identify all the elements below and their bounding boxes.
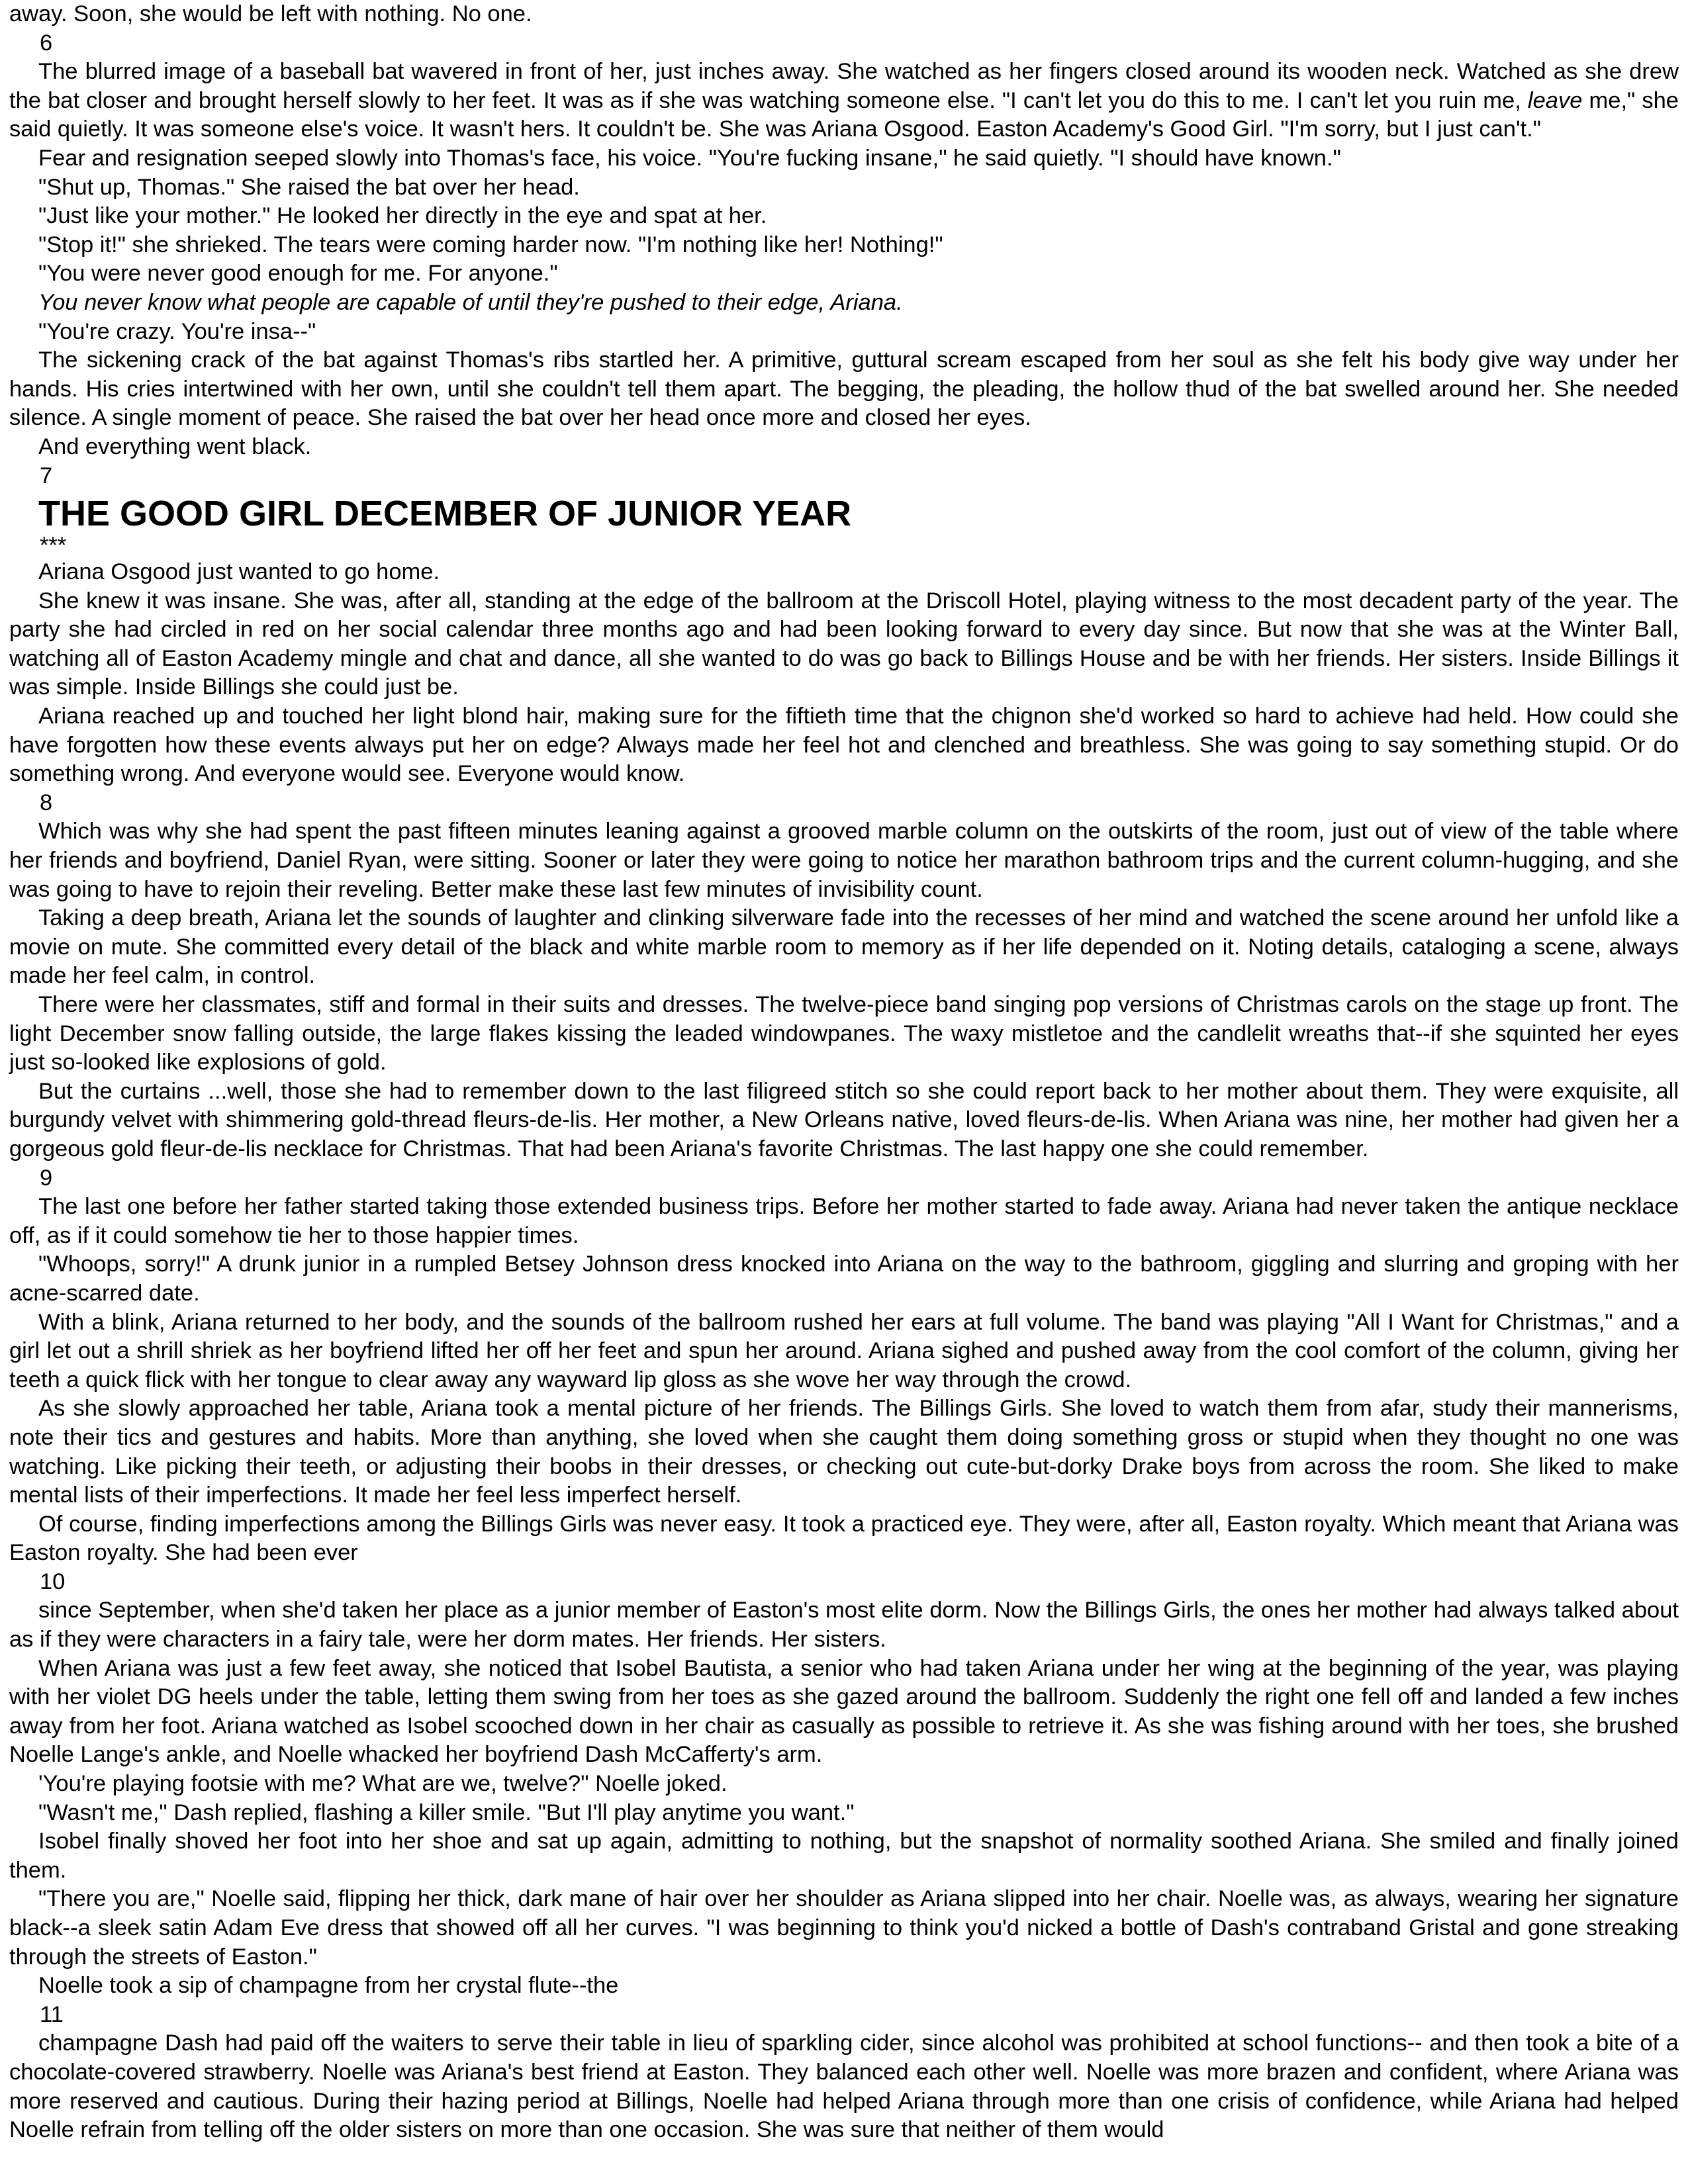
paragraph: "You're crazy. You're insa--"	[38, 318, 316, 344]
paragraph: "Just like your mother." He looked her directly in the eye and spat at her.	[38, 203, 767, 229]
paragraph: The sickening crack of the bat against Thomas's ribs startled her. A primitive, guttural scream escaped from her soul as she felt his body give way under her hands. His cries intertwined with her own, until she couldn't tell them apart. The begging, the pleading, the hollow thud of the bat swelled around her. She needed silence. A single moment of peace. She raised the bat over her head once more and closed her eyes.	[9, 347, 1679, 431]
paragraph: "You were never good enough for me. For anyone."	[38, 261, 558, 287]
paragraph: "Whoops, sorry!" A drunk junior in a rumpled Betsey Johnson dress knocked into Ariana on the way to the bathroom, giggling and slurring and groping with her acne-scarred date.	[9, 1251, 1679, 1306]
paragraph: Which was why she had spent the past fifteen minutes leaning against a grooved marble column on the outskirts of the room, just out of view of the table where her friends and boyfriend, Daniel Ryan, were sitting. Sooner or later they were going to notice her marathon bathroom trips and the current column-hugging, and she was going to have to rejoin their reveling. Better make these last few minutes of invisibility count.	[9, 819, 1679, 902]
paragraph: Noelle took a sip of champagne from her crystal flute--the	[38, 1973, 619, 1999]
paragraph: Ariana reached up and touched her light blond hair, making sure for the fiftieth time that the chignon she'd worked so hard to achieve had held. How could she have forgotten how these events always put her on edge? Always made her feel hot and clenched and breathless. She was going to say something stupid. Or do something wrong. And everyone would see. Everyone would know.	[9, 704, 1679, 787]
paragraph: 'You're playing footsie with me? What are we, twelve?" Noelle joked.	[38, 1771, 727, 1797]
paragraph: since September, when she'd taken her place as a junior member of Easton's most elite dorm. Now the Billings Girls, the ones her mother had always talked about as if they were characters in a fairy tale, were her dorm mates. Her friends. Her sisters.	[9, 1598, 1679, 1653]
page-number: 7	[40, 463, 53, 488]
paragraph: Ariana Osgood just wanted to go home.	[38, 559, 440, 585]
page-number: 10	[40, 1569, 66, 1594]
paragraph	[9, 58, 1679, 144]
paragraph: But the curtains ...well, those she had to remember down to the last filigreed stitch so she could report back to her mother about them. They were exquisite, all burgundy velvet with shimmering gold-thread fleurs-de-lis. Her mother, a New Orleans native, loved fleurs-de-lis. When Ariana was nine, her mother had given her a gorgeous gold fleur-de-lis necklace for Christmas. That had been Ariana's favorite Christmas. The last happy one she could remember.	[9, 1078, 1679, 1161]
paragraph: Of course, finding imperfections among the Billings Girls was never easy. It took a practiced eye. They were, after all, Easton royalty. Which meant that Ariana was Easton royalty. She had been ever	[9, 1511, 1679, 1566]
page-number: 9	[40, 1165, 53, 1191]
paragraph: away. Soon, she would be left with nothing. No one.	[9, 1, 532, 26]
page-number: 11	[40, 2001, 64, 2027]
paragraph: And everything went black.	[38, 433, 312, 459]
page-number: 8	[40, 790, 53, 815]
paragraph: The last one before her father started taking those extended business trips. Before her mother started to fade away. Ariana had never taken the antique necklace off, as if it could somehow tie her to those happier times.	[9, 1194, 1679, 1248]
paragraph: "Wasn't me," Dash replied, flashing a killer smile. "But I'll play anytime you want."	[38, 1799, 855, 1825]
paragraph: When Ariana was just a few feet away, she noticed that Isobel Bautista, a senior who had taken Ariana under her wing at the beginning of the year, was playing with her violet DG heels under the table, letting them swing from her toes as she gazed around the ballroom. Suddenly the right one fell off and landed a few inches away from her foot. Ariana watched as Isobel scooched down in her chair as casually as possible to retrieve it. As she was fishing around with her toes, she brushed Noelle Lange's ankle, and Noelle whacked her boyfriend Dash McCafferty's arm.	[9, 1655, 1679, 1768]
text-run: The blurred image of a baseball bat wavered in front of her, just inches away. She watched as her fingers closed around its wooden neck. Watched as she drew the bat closer and brought herself slowly to her feet. It was as if she was watching someone else. "I can't let you do this to me. I can't let you ruin me,	[9, 59, 1679, 113]
paragraph: "Shut up, Thomas." She raised the bat over her head.	[38, 174, 580, 200]
paragraph	[9, 289, 1679, 318]
paragraph: Taking a deep breath, Ariana let the sounds of laughter and clinking silverware fade into the recesses of her mind and watched the scene around her unfold like a movie on mute. She committed every detail of the black and white marble room to memory as if her life depended on it. Noting details, cataloging a scene, always made her feel calm, in control.	[9, 905, 1679, 989]
paragraph: Fear and resignation seeped slowly into Thomas's face, his voice. "You're fucking insane," he said quietly. "I should have known."	[38, 145, 1341, 171]
paragraph: As she slowly approached her table, Ariana took a mental picture of her friends. The Billings Girls. She loved to watch them from afar, study their mannerisms, note their tics and gestures and habits. More than anything, she loved when she caught them doing something gross or stupid when they thought no one was watching. Like picking their teeth, or adjusting their boobs in their dresses, or checking out cute-but-dorky Drake boys from across the room. She liked to make mental lists of their imperfections. It made her feel less imperfect herself.	[9, 1396, 1679, 1508]
emphasis-text: leave	[1527, 87, 1583, 113]
paragraph: "Stop it!" she shrieked. The tears were coming harder now. "I'm nothing like her! Nothing!"	[38, 232, 943, 257]
text-run: me," she said quietly. It was someone else's voice. It wasn't hers. It couldn't be. She was Ariana Osgood. Easton Academy's Good Girl. "I'm sorry, but I just can't."	[9, 87, 1679, 142]
document-page	[9, 0, 1679, 2145]
chapter-heading: THE GOOD GIRL DECEMBER OF JUNIOR YEAR	[38, 494, 852, 534]
paragraph: "There you are," Noelle said, flipping her thick, dark mane of hair over her shoulder as Ariana slipped into her chair. Noelle was, as always, wearing her signature black--a sleek satin Adam Eve dress that showed off all her curves. "I was beginning to think you'd nicked a bottle of Dash's contraband Gristal and gone streaking through the streets of Easton."	[9, 1886, 1679, 1970]
paragraph: Isobel finally shoved her foot into her shoe and sat up again, admitting to nothing, but the snapshot of normality soothed Ariana. She smiled and finally joined them.	[9, 1829, 1679, 1883]
section-break: ***	[40, 533, 67, 559]
italic-paragraph-text: You never know what people are capable of until they're pushed to their edge, Ariana.	[38, 289, 903, 315]
page-number: 6	[40, 30, 53, 56]
paragraph: There were her classmates, stiff and formal in their suits and dresses. The twelve-piece band singing pop versions of Christmas carols on the stage up front. The light December snow falling outside, the large flakes kissing the leaded windowpanes. The waxy mistletoe and the candlelit wreaths that--if she squinted her eyes just so-looked like explosions of gold.	[9, 992, 1679, 1075]
paragraph: champagne Dash had paid off the waiters to serve their table in lieu of sparkling cider, since alcohol was prohibited at school functions-- and then took a bite of a chocolate-covered strawberry. Noelle was Ariana's best friend at Easton. They balanced each other well. Noelle was more brazen and confident, where Ariana was more reserved and cautious. During their hazing period at Billings, Noelle had helped Ariana through more than one crisis of confidence, while Ariana had helped Noelle refrain from telling off the older sisters on more than one occasion. She was sure that neither of them would	[9, 2030, 1679, 2143]
paragraph: With a blink, Ariana returned to her body, and the sounds of the ballroom rushed her ears at full volume. The band was playing "All I Want for Christmas," and a girl let out a shrill shriek as her boyfriend lifted her off her feet and spun her around. Ariana sighed and pushed away from the cool comfort of the column, giving her teeth a quick flick with her tongue to clear away any wayward lip gloss as she wove her way through the crowd.	[9, 1309, 1679, 1392]
paragraph: She knew it was insane. She was, after all, standing at the edge of the ballroom at the Driscoll Hotel, playing witness to the most decadent party of the year. The party she had circled in red on her social calendar three months ago and had been looking forward to every day since. But now that she was at the Winter Ball, watching all of Easton Academy mingle and chat and dance, all she wanted to do was go back to Billings House and be with her friends. Her sisters. Inside Billings it was simple. Inside Billings she could just be.	[9, 588, 1679, 700]
